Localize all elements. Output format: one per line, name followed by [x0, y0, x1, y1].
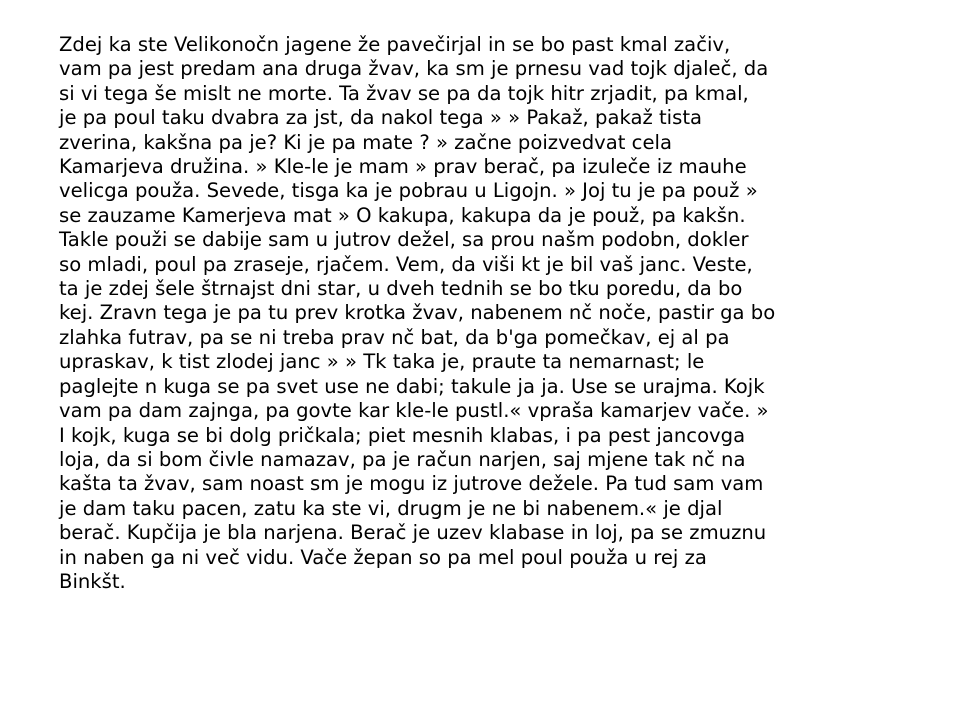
text-line: zlahka futrav, pa se ni treba prav nč bat, da b'ga pomečkav, ej al pa [59, 325, 730, 349]
text-line: zverina, kakšna pa je? Ki je pa mate ? » začne poizvedvat cela [59, 130, 672, 154]
text-line: je pa poul taku dvabra za jst, da nakol tega » » Pakaž, pakaž tista [59, 106, 703, 130]
text-line: I kojk, kuga se bi dolg pričkala; piet mesnih klabas, i pa pest jancovga [59, 423, 746, 447]
text-line: Binkšt. [59, 569, 126, 593]
text-line: Takle použi se dabije sam u jutrov dežel, sa prou našm podobn, dokler [59, 228, 749, 252]
body-text [59, 33, 919, 594]
text-line: velicga použa. Sevede, tisga ka je pobrau u Ligojn. » Joj tu je pa použ » [59, 179, 758, 203]
text-line: ta je zdej šele štrnajst dni star, u dveh tednih se bo tku poredu, da bo [59, 277, 743, 301]
text-line: loja, da si bom čivle namazav, pa je račun narjen, saj mjene tak nč na [59, 447, 746, 471]
text-line: vam pa jest predam ana druga žvav, ka sm je prnesu vad tojk djaleč, da [59, 57, 769, 81]
text-line: kašta ta žvav, sam noast sm je mogu iz jutrove dežele. Pa tud sam vam [59, 472, 764, 496]
text-line: so mladi, poul pa zraseje, rjačem. Vem, da viši kt je bil vaš janc. Veste, [59, 252, 753, 276]
text-line: kej. Zravn tega je pa tu prev krotka žvav, nabenem nč noče, pastir ga bo [59, 301, 776, 325]
text-line: berač. Kupčija je bla narjena. Berač je uzev klabase in loj, pa se zmuznu [59, 521, 767, 545]
text-line: Zdej ka ste Velikonočn jagene že pavečirjal in se bo past kmal začiv, [59, 33, 731, 56]
text-line: paglejte n kuga se pa svet use ne dabi; takule ja ja. Use se urajma. Kojk [59, 374, 765, 398]
text-line: se zauzame Kamerjeva mat » O kakupa, kakupa da je použ, pa kakšn. [59, 203, 746, 227]
text-line: Kamarjeva družina. » Kle-le je mam » prav berač, pa izuleče iz mauhe [59, 155, 747, 179]
text-line: si vi tega še mislt ne morte. Ta žvav se pa da tojk hitr zrjadit, pa kmal, [59, 81, 749, 105]
text-line: in naben ga ni več vidu. Vače žepan so pa mel poul použa u rej za [59, 545, 707, 569]
text-line: je dam taku pacen, zatu ka ste vi, drugm je ne bi nabenem.« je djal [59, 496, 723, 520]
text-line: upraskav, k tist zlodej janc » » Tk taka je, praute ta nemarnast; le [59, 350, 705, 374]
text-line: vam pa dam zajnga, pa govte kar kle-le pustl.« vpraša kamarjev vače. » [59, 399, 769, 423]
